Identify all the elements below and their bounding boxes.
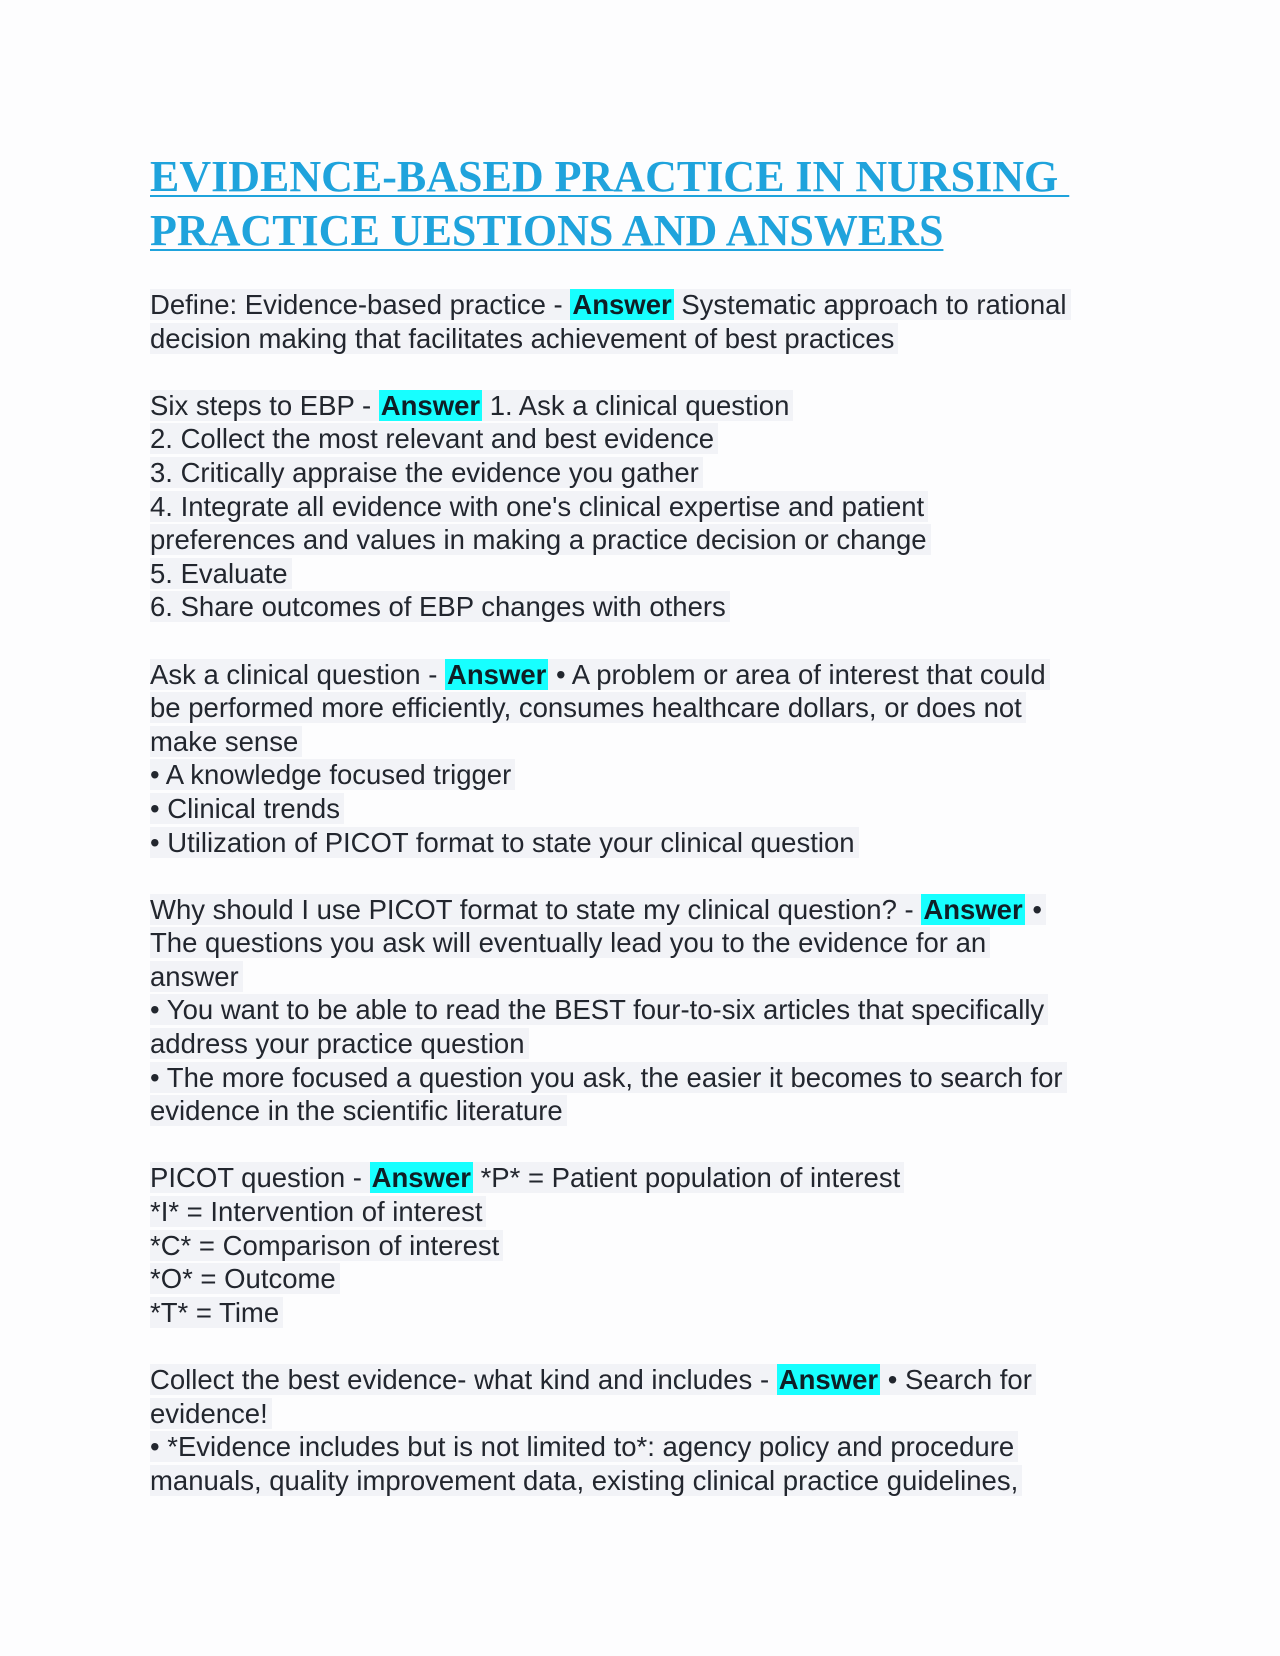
answer-line	[150, 691, 1130, 725]
answer-text: evidence!	[150, 1398, 272, 1429]
answer-line	[150, 590, 1130, 624]
answer-line	[150, 557, 1130, 591]
answer-badge: Answer	[572, 289, 672, 320]
title-line-1[interactable]: EVIDENCE-BASED PRACTICE IN NURSING	[150, 152, 1070, 201]
answer-text: 4. Integrate all evidence with one's clinical expertise and patient	[150, 491, 928, 522]
answer-line	[150, 792, 1130, 826]
answer-text: 3. Critically appraise the evidence you gather	[150, 457, 703, 488]
question-line	[150, 1161, 1130, 1195]
answer-text: manuals, quality improvement data, existing clinical practice guidelines,	[150, 1465, 1022, 1496]
answer-line	[150, 826, 1130, 860]
answer-text: make sense	[150, 726, 302, 757]
answer-line	[150, 1397, 1130, 1431]
answer-text: *I* = Intervention of interest	[150, 1196, 486, 1227]
answer-line	[150, 523, 1130, 557]
qa-item	[150, 1161, 1130, 1329]
answer-line	[150, 422, 1130, 456]
answer-text: Systematic approach to rational	[673, 289, 1067, 320]
question-line	[150, 1363, 1130, 1397]
question-line	[150, 658, 1130, 692]
answer-line	[150, 1296, 1130, 1330]
answer-text: • A knowledge focused trigger	[150, 759, 515, 790]
answer-text: decision making that facilitates achievement of best practices	[150, 323, 898, 354]
question-text: PICOT question -	[150, 1162, 370, 1194]
answer-text: 5. Evaluate	[150, 558, 292, 589]
answer-text: • Utilization of PICOT format to state your clinical question	[150, 827, 859, 858]
qa-item	[150, 658, 1130, 860]
answer-badge: Answer	[371, 1162, 471, 1194]
answer-line	[150, 322, 1130, 356]
answer-text: *C* = Comparison of interest	[150, 1230, 503, 1261]
answer-text: evidence in the scientific literature	[150, 1095, 567, 1126]
answer-badge: Answer	[380, 389, 481, 421]
answer-text: • The more focused a question you ask, the easier it becomes to search for	[150, 1062, 1067, 1093]
qa-list	[150, 288, 1130, 1531]
answer-text: *O* = Outcome	[150, 1263, 340, 1294]
answer-text: • *Evidence includes but is not limited to*: agency policy and procedure	[150, 1431, 1018, 1462]
question-text: Why should I use PICOT format to state my clinical question? -	[150, 893, 922, 925]
answer-text: 6. Share outcomes of EBP changes with others	[150, 591, 730, 622]
answer-text: • A problem or area of interest that could	[548, 658, 1046, 690]
answer-text: address your practice question	[150, 1028, 529, 1059]
answer-line	[150, 1430, 1130, 1464]
answer-badge: Answer	[778, 1364, 879, 1395]
answer-text: The questions you ask will eventually lead you to the evidence for an	[150, 927, 990, 958]
answer-line	[150, 725, 1130, 759]
answer-line	[150, 993, 1130, 1027]
answer-line	[150, 1262, 1130, 1296]
answer-text: be performed more efficiently, consumes healthcare dollars, or does not	[150, 692, 1026, 723]
qa-item	[150, 288, 1130, 355]
question-text: Collect the best evidence- what kind and includes -	[150, 1364, 777, 1395]
question-text: Define: Evidence-based practice -	[150, 289, 571, 320]
title-line-2[interactable]: PRACTICE UESTIONS AND ANSWERS	[150, 206, 944, 255]
answer-text: *P* = Patient population of interest	[472, 1162, 901, 1194]
question-line	[150, 893, 1130, 927]
answer-text: 2. Collect the most relevant and best evidence	[150, 423, 718, 454]
answer-text: answer	[150, 961, 243, 992]
answer-text: preferences and values in making a practice decision or change	[150, 524, 931, 555]
answer-line	[150, 960, 1130, 994]
answer-line	[150, 926, 1130, 960]
answer-text: • Search for	[880, 1364, 1032, 1395]
qa-item	[150, 893, 1130, 1128]
question-text: Six steps to EBP -	[150, 389, 379, 421]
qa-item	[150, 1363, 1130, 1497]
answer-line	[150, 1195, 1130, 1229]
answer-line	[150, 490, 1130, 524]
answer-text: •	[1024, 893, 1042, 925]
answer-badge: Answer	[923, 893, 1023, 925]
answer-line	[150, 1061, 1130, 1095]
answer-text: • You want to be able to read the BEST four-to-six articles that specifically	[150, 994, 1048, 1025]
answer-text: • Clinical trends	[150, 793, 344, 824]
question-text: Ask a clinical question -	[150, 658, 445, 690]
answer-line	[150, 1229, 1130, 1263]
answer-badge: Answer	[447, 658, 547, 690]
answer-line	[150, 456, 1130, 490]
answer-line	[150, 1027, 1130, 1061]
question-line	[150, 288, 1130, 322]
answer-line	[150, 1094, 1130, 1128]
answer-text: 1. Ask a clinical question	[482, 389, 790, 421]
qa-item	[150, 389, 1130, 624]
question-line	[150, 389, 1130, 423]
answer-text: *T* = Time	[150, 1297, 283, 1328]
answer-line	[150, 758, 1130, 792]
answer-line	[150, 1464, 1130, 1498]
document-title[interactable]	[150, 150, 1150, 258]
